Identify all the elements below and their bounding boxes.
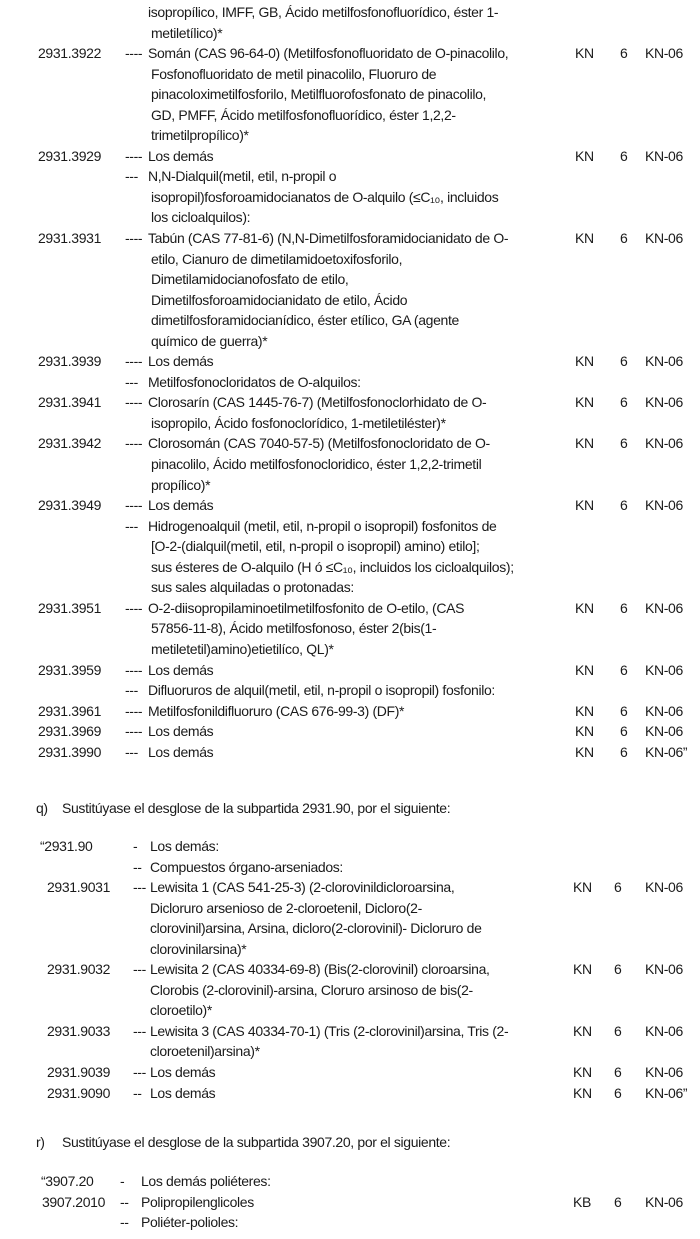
tariff-rate: 6 [614, 879, 622, 896]
category: KN-06 [645, 879, 683, 896]
row-line [0, 146, 700, 167]
instruction-text: Sustitúyase el desglose de la subpartida 2931.90, por el siguiente: [62, 800, 451, 816]
tariff-rate: 6 [620, 661, 628, 678]
row-line [0, 84, 700, 105]
unit: KN [575, 353, 594, 370]
tariff-rate: 6 [614, 1022, 622, 1039]
row-line [0, 495, 700, 516]
row-line [0, 680, 700, 701]
tariff-rate: 6 [620, 702, 628, 719]
instruction-r [36, 1132, 450, 1152]
level-dashes: ---- [125, 394, 143, 411]
category: KN-06 [645, 599, 683, 616]
tariff-code: “2931.90 [40, 838, 93, 854]
description-continuation: metiletetil)amino)etietilíco, QL)* [151, 640, 334, 657]
tariff-code: 2931.3969 [38, 723, 102, 740]
row-line [0, 598, 700, 619]
tariff-code: 2931.3942 [38, 435, 102, 452]
description: Difluoruros de alquil(metil, etil, n-propil o isopropil) fosfonilo: [148, 682, 495, 699]
tariff-rate: 6 [620, 599, 628, 616]
description: Polipropilenglicoles [141, 1193, 254, 1210]
tariff-code: 2931.3931 [38, 230, 102, 247]
description-continuation: isopropil)fosforoamidocianatos de O-alquilo (≤C₁₀, incluidos [151, 188, 499, 205]
tariff-rate: 6 [620, 394, 628, 411]
category: KN-06 [645, 1064, 683, 1081]
tariff-row [0, 1171, 700, 1192]
row-line [0, 660, 700, 681]
description: Los demás [148, 497, 214, 514]
description-continuation: cloroetilo)* [150, 1002, 212, 1019]
row-line [0, 310, 700, 331]
tariff-rate: 6 [614, 1064, 622, 1081]
category: KN-06 [645, 702, 683, 719]
row-line [0, 23, 700, 44]
description: Metilfosfonocloridatos de O-alquilos: [148, 373, 361, 390]
tariff-code: 2931.9039 [47, 1064, 111, 1081]
level-dashes: --- [133, 1022, 146, 1039]
description-continuation: 57856-11-8), Ácido metilfosfonoso, éster 2(bis(1- [151, 620, 437, 637]
description-continuation: trimetilpropílico)* [151, 127, 249, 144]
tariff-code: 2931.3939 [38, 353, 102, 370]
category: KN-06 [645, 723, 683, 740]
level-dashes: -- [133, 858, 142, 875]
row-line [0, 372, 700, 393]
row-line [0, 166, 700, 187]
unit: KB [573, 1193, 591, 1210]
tariff-rate: 6 [614, 961, 622, 978]
row-line [0, 269, 700, 290]
tariff-row [0, 877, 700, 959]
description: Los demás [150, 1064, 216, 1081]
row-line [0, 516, 700, 537]
level-dashes: --- [125, 743, 138, 760]
row-line [0, 959, 700, 980]
row-line [0, 898, 700, 919]
description: Tabún (CAS 77-81-6) (N,N-Dimetilfosforamidocianidato de O- [148, 230, 509, 247]
description-continuation: Dimetilamidocianofosfato de etilo, [151, 271, 349, 288]
row-line [0, 351, 700, 372]
row-line [0, 2, 700, 23]
category: KN-06 [645, 961, 683, 978]
level-dashes: ---- [125, 723, 143, 740]
unit: KN [575, 723, 594, 740]
tariff-code: 2931.3941 [38, 394, 102, 411]
description: Los demás [148, 661, 214, 678]
tariff-code: 2931.9032 [47, 961, 111, 978]
unit: KN [575, 45, 594, 62]
tariff-row [0, 701, 700, 722]
level-dashes: --- [133, 961, 146, 978]
tariff-heading-row [0, 372, 700, 393]
tariff-code: 2931.3959 [38, 661, 102, 678]
description: Los demás poliéteres: [141, 1173, 271, 1189]
description: Los demás [148, 147, 214, 164]
description: Los demás: [150, 838, 219, 854]
description: Los demás [150, 1084, 216, 1101]
description: Poliéter-polioles: [141, 1214, 239, 1231]
row-line [0, 1212, 700, 1233]
description: Clorosomán (CAS 7040-57-5) (Metilfosfonocloridato de O- [148, 435, 490, 452]
level-dashes: --- [125, 682, 138, 699]
tariff-row [0, 146, 700, 167]
description-continuation: pinacolilo, Ácido metilfosfonocloridico, éster 1,2,2-trimetil [151, 456, 482, 473]
category: KN-06 [645, 435, 683, 452]
unit: KN [575, 702, 594, 719]
row-line [0, 857, 700, 878]
level-dashes: ---- [125, 497, 143, 514]
tariff-code: 2931.3961 [38, 702, 102, 719]
level-dashes: --- [133, 1064, 146, 1081]
instruction-label: q) [36, 800, 48, 816]
tariff-code: 2931.9090 [47, 1084, 111, 1101]
tariff-row [0, 1083, 700, 1104]
tariff-rate: 6 [620, 230, 628, 247]
tariff-row [0, 433, 700, 495]
tariff-rate: 6 [620, 353, 628, 370]
unit: KN [575, 230, 594, 247]
row-line [0, 1192, 700, 1213]
level-dashes: -- [120, 1193, 129, 1210]
tariff-row [0, 721, 700, 742]
description-continuation: pinacoloximetilfosforilo, Metilfluorofosfonato de pinacolilo, [151, 86, 487, 103]
row-line [0, 980, 700, 1001]
unit: KN [573, 879, 592, 896]
tariff-rate: 6 [620, 723, 628, 740]
row-line [0, 939, 700, 960]
row-line [0, 1062, 700, 1083]
row-line [0, 1000, 700, 1021]
category: KN-06 [645, 353, 683, 370]
instruction-q [36, 798, 450, 818]
unit: KN [573, 1084, 592, 1101]
description-continuation: metiletílico)* [151, 24, 223, 41]
unit: KN [573, 1064, 592, 1081]
description-continuation: sus sales alquiladas o protonadas: [151, 579, 354, 596]
tariff-row [0, 43, 700, 146]
tariff-code: “3907.20 [41, 1173, 94, 1189]
row-line [0, 1171, 700, 1192]
category: KN-06 [645, 394, 683, 411]
row-line [0, 413, 700, 434]
unit: KN [573, 1022, 592, 1039]
row-line [0, 877, 700, 898]
level-dashes: --- [133, 879, 146, 896]
row-line [0, 433, 700, 454]
tariff-rate: 6 [620, 45, 628, 62]
tariff-heading-row [0, 680, 700, 701]
level-dashes: ---- [125, 147, 143, 164]
tariff-table-2931-90 [0, 836, 700, 1103]
description-continuation: Clorobis (2-clorovinil)-arsina, Cloruro arsinoso de bis(2- [150, 981, 473, 998]
level-dashes: --- [125, 373, 138, 390]
unit: KN [575, 147, 594, 164]
category: KN-06 [645, 1193, 683, 1210]
category: KN-06 [645, 230, 683, 247]
level-dashes: ---- [125, 702, 143, 719]
tariff-rate: 6 [620, 147, 628, 164]
row-line [0, 125, 700, 146]
description: Lewisita 3 (CAS 40334-70-1) (Tris (2-clorovinil)arsina, Tris (2- [150, 1022, 509, 1039]
level-dashes: ---- [125, 435, 143, 452]
description: isopropílico, IMFF, GB, Ácido metilfosfonofluorídico, éster 1- [148, 4, 499, 20]
description: Los demás [148, 723, 214, 740]
row-line [0, 1021, 700, 1042]
row-line [0, 290, 700, 311]
tariff-code: 2931.3949 [38, 497, 102, 514]
tariff-row [0, 959, 700, 1021]
description: Somán (CAS 96-64-0) (Metilfosfonofluoridato de O-pinacolilo, [148, 45, 509, 62]
description-continuation: etilo, Cianuro de dimetilamidoetoxifosforilo, [151, 250, 403, 267]
row-line [0, 742, 700, 763]
tariff-row [0, 392, 700, 433]
unit: KN [575, 435, 594, 452]
description: Lewisita 1 (CAS 541-25-3) (2-clorovinildicloroarsina, [150, 879, 455, 896]
row-line [0, 43, 700, 64]
level-dashes: - [133, 838, 138, 854]
tariff-row [0, 228, 700, 351]
category: KN-06” [645, 1084, 688, 1101]
row-line [0, 618, 700, 639]
tariff-code: 2931.3922 [38, 45, 102, 62]
description-continuation: [O-2-(dialquil(metil, etil, n-propil o isopropil) amino) etilo]; [151, 538, 480, 555]
tariff-row [0, 495, 700, 516]
tariff-heading-row [0, 2, 700, 43]
row-line [0, 228, 700, 249]
description: Los demás [148, 743, 214, 760]
category: KN-06” [645, 743, 688, 760]
tariff-row [0, 742, 700, 763]
description-continuation: dimetilfosforamidocianídico, éster etílico, GA (agente [151, 312, 459, 329]
description: N,N-Dialquil(metil, etil, n-propil o [148, 168, 337, 185]
tariff-row [0, 1062, 700, 1083]
description: Los demás [148, 353, 214, 370]
description-continuation: clorovinil)arsina, Arsina, dicloro(2-clorovinil)- Dicloruro de [150, 920, 482, 937]
row-line [0, 639, 700, 660]
level-dashes: ---- [125, 599, 143, 616]
tariff-rate: 6 [614, 1084, 622, 1101]
description-continuation: Fosfonofluoridato de metil pinacolilo, Fluoruro de [151, 65, 437, 82]
row-line [0, 1083, 700, 1104]
tariff-rate: 6 [620, 497, 628, 514]
row-line [0, 392, 700, 413]
tariff-row [0, 1192, 700, 1213]
level-dashes: --- [125, 517, 138, 534]
level-dashes: ---- [125, 45, 143, 62]
row-line [0, 721, 700, 742]
row-line [0, 536, 700, 557]
row-line [0, 64, 700, 85]
level-dashes: --- [125, 168, 138, 185]
row-line [0, 207, 700, 228]
description-continuation: cloroetenil)arsina)* [150, 1043, 260, 1060]
row-line [0, 1041, 700, 1062]
unit: KN [575, 661, 594, 678]
row-line [0, 331, 700, 352]
category: KN-06 [645, 497, 683, 514]
unit: KN [575, 394, 594, 411]
description: O-2-diisopropilaminoetilmetilfosfonito de O-etilo, (CAS [148, 599, 465, 616]
description-continuation: clorovinilarsina)* [150, 940, 247, 957]
tariff-code: 2931.3990 [38, 743, 102, 760]
category: KN-06 [645, 45, 683, 62]
description-continuation: Dimetilfosforoamidocianidato de etilo, Ácido [151, 291, 408, 308]
category: KN-06 [645, 147, 683, 164]
tariff-heading-row [0, 516, 700, 598]
tariff-heading-row [0, 857, 700, 878]
unit: KN [575, 599, 594, 616]
tariff-row [0, 660, 700, 681]
row-line [0, 249, 700, 270]
tariff-table-2931-39 [0, 2, 700, 762]
tariff-rate: 6 [620, 743, 628, 760]
row-line [0, 577, 700, 598]
tariff-code: 3907.2010 [42, 1193, 106, 1210]
instruction-label: r) [36, 1134, 45, 1150]
instruction-text: Sustitúyase el desglose de la subpartida 3907.20, por el siguiente: [62, 1134, 451, 1150]
tariff-rate: 6 [614, 1193, 622, 1210]
tariff-row [0, 836, 700, 857]
description: Metilfosfonildifluoruro (CAS 676-99-3) (DF)* [148, 702, 405, 719]
description-continuation: isopropilo, Ácido fosfonoclorídico, 1-metiletiléster)* [151, 414, 446, 431]
description-continuation: los cicloalquilos): [151, 209, 251, 226]
level-dashes: -- [120, 1214, 129, 1231]
row-line [0, 701, 700, 722]
tariff-row [0, 1021, 700, 1062]
row-line [0, 836, 700, 857]
row-line [0, 475, 700, 496]
description: Hidrogenoalquil (metil, etil, n-propil o isopropil) fosfonitos de [148, 517, 497, 534]
tariff-rate: 6 [620, 435, 628, 452]
category: KN-06 [645, 1022, 683, 1039]
tariff-code: 2931.3929 [38, 147, 102, 164]
level-dashes: ---- [125, 230, 143, 247]
tariff-code: 2931.3951 [38, 599, 102, 616]
tariff-row [0, 351, 700, 372]
level-dashes: -- [133, 1084, 142, 1101]
tariff-row [0, 598, 700, 660]
row-line [0, 454, 700, 475]
description: Lewisita 2 (CAS 40334-69-8) (Bis(2-clorovinil) cloroarsina, [150, 961, 490, 978]
description-continuation: GD, PMFF, Ácido metilfosfonofluorídico, éster 1,2,2- [151, 106, 456, 123]
description: Clorosarín (CAS 1445-76-7) (Metilfosfonoclorhidato de O- [148, 394, 487, 411]
level-dashes: - [120, 1173, 125, 1189]
row-line [0, 918, 700, 939]
tariff-heading-row [0, 166, 700, 228]
description-continuation: sus ésteres de O-alquilo (H ó ≤C₁₀, incluidos los cicloalquilos); [151, 558, 514, 575]
description-continuation: propílico)* [151, 476, 211, 493]
unit: KN [575, 743, 594, 760]
level-dashes: ---- [125, 661, 143, 678]
tariff-code: 2931.9033 [47, 1022, 111, 1039]
row-line [0, 187, 700, 208]
description: Compuestos órgano-arseniados: [150, 858, 343, 875]
row-line [0, 557, 700, 578]
tariff-table-3907-20 [0, 1171, 700, 1233]
description-continuation: químico de guerra)* [151, 332, 268, 349]
tariff-heading-row [0, 1212, 700, 1233]
description-continuation: Dicloruro arsenioso de 2-cloroetenil, Dicloro(2- [150, 899, 422, 916]
unit: KN [575, 497, 594, 514]
tariff-code: 2931.9031 [47, 879, 111, 896]
row-line [0, 105, 700, 126]
unit: KN [573, 961, 592, 978]
category: KN-06 [645, 661, 683, 678]
level-dashes: ---- [125, 353, 143, 370]
